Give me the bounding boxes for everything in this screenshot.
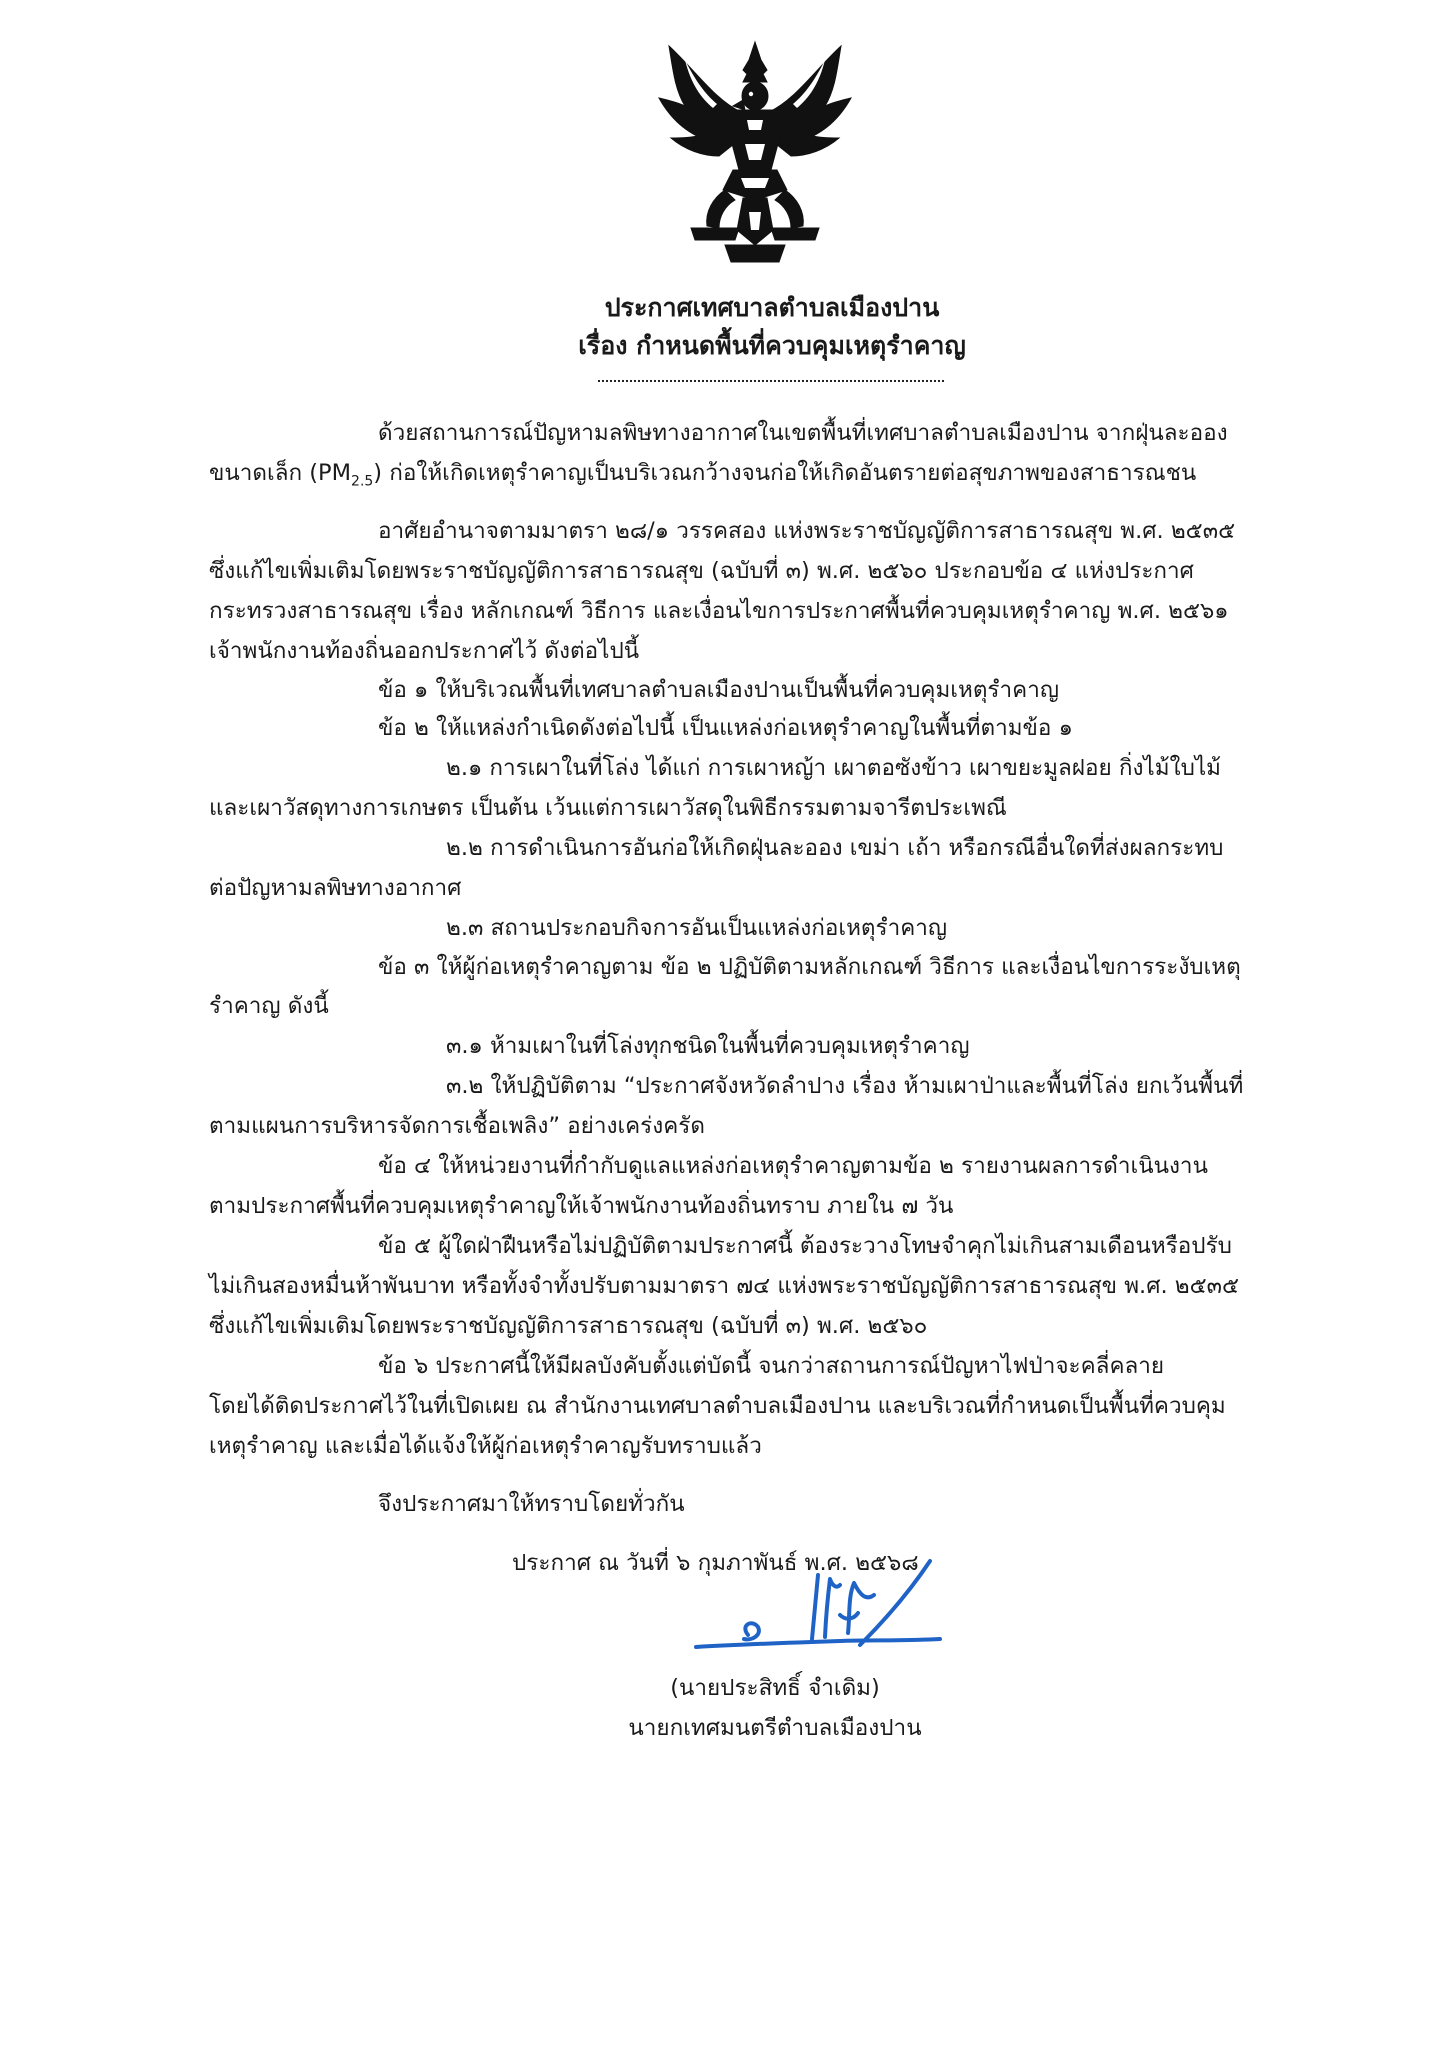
para1-line2 <box>209 457 1196 489</box>
signer-name: (นายประสิทธิ์ จำเดิม) <box>670 1675 880 1701</box>
announcement-date: ประกาศ ณ วันที่ ๖ กุมภาพันธ์ พ.ศ. ๒๕๖๘ <box>512 1550 919 1576</box>
para1-line1: ด้วยสถานการณ์ปัญหามลพิษทางอากาศในเขตพื้นที่เทศบาลตำบลเมืองปาน จากฝุ่นละออง <box>378 420 1228 446</box>
clause2-2-line2: ต่อปัญหามลพิษทางอากาศ <box>209 875 462 901</box>
clause2-3: ๒.๓ สถานประกอบกิจการอันเป็นแหล่งก่อเหตุรำคาญ <box>446 915 948 941</box>
signature-image <box>690 1555 950 1665</box>
clause2-1-line2: และเผาวัสดุทางการเกษตร เป็นต้น เว้นแต่การเผาวัสดุในพิธีกรรมตามจารีตประเพณี <box>209 795 1007 821</box>
clause2-2-line1: ๒.๒ การดำเนินการอันก่อให้เกิดฝุ่นละออง เขม่า เถ้า หรือกรณีอื่นใดที่ส่งผลกระทบ <box>446 835 1224 861</box>
para2-line1: อาศัยอำนาจตามมาตรา ๒๘/๑ วรรคสอง แห่งพระราชบัญญัติการสาธารณสุข พ.ศ. ๒๕๓๕ <box>378 518 1236 544</box>
clause3-line2: รำคาญ ดังนี้ <box>209 993 329 1019</box>
clause4-line2: ตามประกาศพื้นที่ควบคุมเหตุรำคาญให้เจ้าพนักงานท้องถิ่นทราบ ภายใน ๗ วัน <box>209 1193 954 1219</box>
clause5-line3: ซึ่งแก้ไขเพิ่มเติมโดยพระราชบัญญัติการสาธารณสุข (ฉบับที่ ๓) พ.ศ. ๒๕๖๐ <box>209 1313 928 1339</box>
para1-line2-pre: ขนาดเล็ก (PM <box>209 460 352 486</box>
clause3-2-line2: ตามแผนการบริหารจัดการเชื้อเพลิง” อย่างเคร่งครัด <box>209 1113 705 1139</box>
clause4-line1: ข้อ ๔ ให้หน่วยงานที่กำกับดูแลแหล่งก่อเหตุรำคาญตามข้อ ๒ รายงานผลการดำเนินงาน <box>378 1153 1208 1179</box>
para1-line2-post: ) ก่อให้เกิดเหตุรำคาญเป็นบริเวณกว้างจนก่อให้เกิดอันตรายต่อสุขภาพของสาธารณชน <box>373 460 1197 486</box>
clause2-1-line1: ๒.๑ การเผาในที่โล่ง ได้แก่ การเผาหญ้า เผาตอซังข้าว เผาขยะมูลฝอย กิ่งไม้ใบไม้ <box>446 755 1221 781</box>
clause3-line1: ข้อ ๓ ให้ผู้ก่อเหตุรำคาญตาม ข้อ ๒ ปฏิบัติตามหลักเกณฑ์ วิธีการ และเงื่อนไขการระงับเหตุ <box>378 954 1241 980</box>
document-title: ประกาศเทศบาลตำบลเมืองปาน <box>604 293 940 322</box>
title-divider <box>598 380 944 382</box>
clause2: ข้อ ๒ ให้แหล่งกำเนิดดังต่อไปนี้ เป็นแหล่งก่อเหตุรำคาญในพื้นที่ตามข้อ ๑ <box>378 715 1073 741</box>
garuda-emblem-icon <box>655 40 855 265</box>
document-subject: เรื่อง กำหนดพื้นที่ควบคุมเหตุรำคาญ <box>578 331 966 360</box>
clause6-line3: เหตุรำคาญ และเมื่อได้แจ้งให้ผู้ก่อเหตุรำคาญรับทราบแล้ว <box>209 1433 762 1459</box>
clause3-2-line1: ๓.๒ ให้ปฏิบัติตาม “ประกาศจังหวัดลำปาง เรื่อง ห้ามเผาป่าและพื้นที่โล่ง ยกเว้นพื้นที่ <box>446 1073 1244 1099</box>
clause5-line2: ไม่เกินสองหมื่นห้าพันบาท หรือทั้งจำทั้งปรับตามมาตรา ๗๔ แห่งพระราชบัญญัติการสาธารณสุข พ.ศ. ๒๕๓๕ <box>209 1273 1240 1299</box>
closing-statement: จึงประกาศมาให้ทราบโดยทั่วกัน <box>378 1491 685 1517</box>
para2-line4: เจ้าพนักงานท้องถิ่นออกประกาศไว้ ดังต่อไปนี้ <box>209 638 640 664</box>
clause6-line1: ข้อ ๖ ประกาศนี้ให้มีผลบังคับตั้งแต่บัดนี้ จนกว่าสถานการณ์ปัญหาไฟป่าจะคลี่คลาย <box>378 1353 1165 1379</box>
para2-line3: กระทรวงสาธารณสุข เรื่อง หลักเกณฑ์ วิธีการ และเงื่อนไขการประกาศพื้นที่ควบคุมเหตุรำคาญ พ.ศ. ๒๕๖๑ <box>209 598 1229 624</box>
clause1: ข้อ ๑ ให้บริเวณพื้นที่เทศบาลตำบลเมืองปานเป็นพื้นที่ควบคุมเหตุรำคาญ <box>378 677 1060 703</box>
clause3-1: ๓.๑ ห้ามเผาในที่โล่งทุกชนิดในพื้นที่ควบคุมเหตุรำคาญ <box>446 1033 970 1059</box>
signer-position: นายกเทศมนตรีตำบลเมืองปาน <box>628 1715 922 1741</box>
para2-line2: ซึ่งแก้ไขเพิ่มเติมโดยพระราชบัญญัติการสาธารณสุข (ฉบับที่ ๓) พ.ศ. ๒๕๖๐ ประกอบข้อ ๔ แห่งประกาศ <box>209 558 1194 584</box>
pm-subscript: 2.5 <box>351 473 374 490</box>
clause5-line1: ข้อ ๕ ผู้ใดฝ่าฝืนหรือไม่ปฏิบัติตามประกาศนี้ ต้องระวางโทษจำคุกไม่เกินสามเดือนหรือปรับ <box>378 1233 1232 1259</box>
clause6-line2: โดยได้ติดประกาศไว้ในที่เปิดเผย ณ สำนักงานเทศบาลตำบลเมืองปาน และบริเวณที่กำหนดเป็นพื้นที่ควบคุม <box>209 1393 1226 1419</box>
